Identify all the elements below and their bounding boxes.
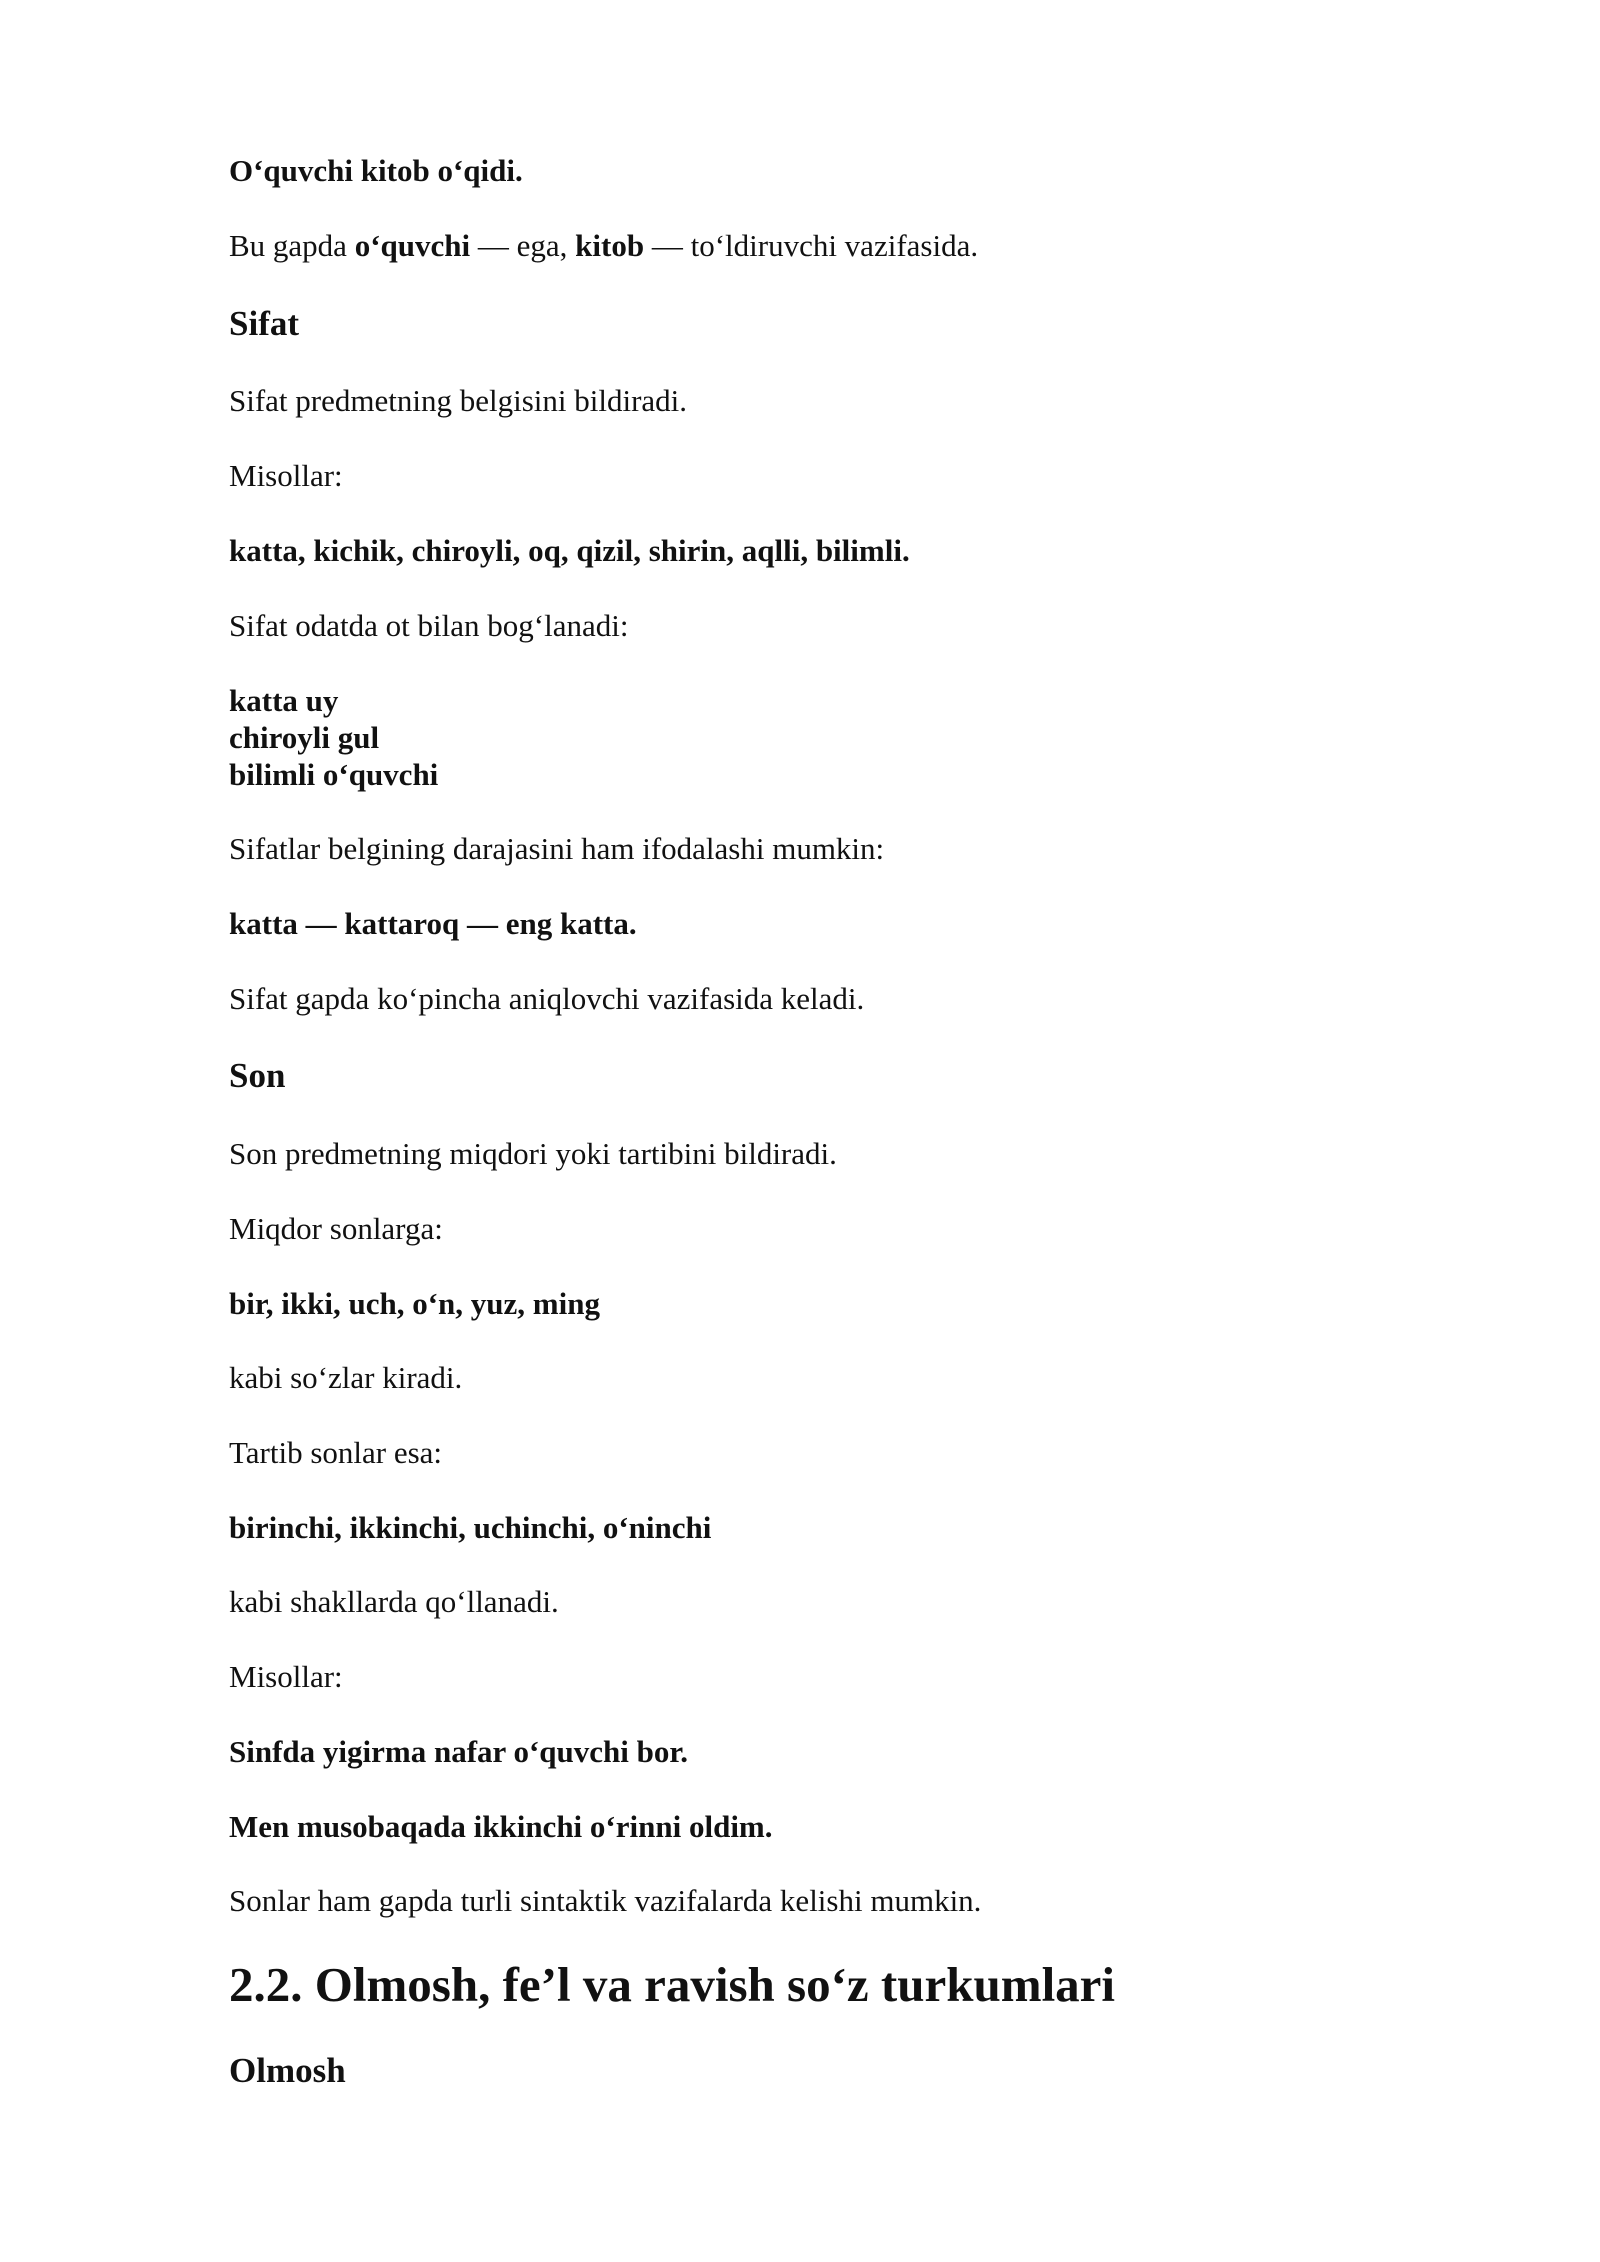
olmosh-heading: Olmosh — [229, 2051, 346, 2090]
explanation-suffix: — to‘ldiruvchi vazifasida. — [644, 228, 979, 263]
son-example-1: Sinfda yigirma nafar o‘quvchi bor. — [229, 1734, 689, 1769]
son-ordinal-label: Tartib sonlar esa: — [229, 1435, 443, 1470]
sifat-phrase: bilimli o‘quvchi — [229, 757, 439, 792]
example-sentence: O‘quvchi kitob o‘qidi. — [229, 153, 523, 188]
son-examples-label: Misollar: — [229, 1659, 343, 1694]
explanation-prefix: Bu gapda — [229, 228, 355, 263]
son-heading: Son — [229, 1056, 286, 1095]
explanation-middle: — ega, — [470, 228, 576, 263]
son-quantity-tail: kabi so‘zlar kiradi. — [229, 1360, 463, 1395]
sifat-examples-label: Misollar: — [229, 458, 343, 493]
son-example-2: Men musobaqada ikkinchi o‘rinni oldim. — [229, 1809, 773, 1844]
son-closing: Sonlar ham gapda turli sintaktik vazifalarda kelishi mumkin. — [229, 1883, 982, 1918]
sifat-function-text: Sifat gapda ko‘pincha aniqlovchi vazifasida keladi. — [229, 981, 865, 1016]
sifat-heading: Sifat — [229, 304, 299, 343]
sifat-degree-text: Sifatlar belgining darajasini ham ifodalashi mumkin: — [229, 831, 885, 866]
sifat-definition: Sifat predmetning belgisini bildiradi. — [229, 383, 688, 418]
son-quantity-examples: bir, ikki, uch, o‘n, yuz, ming — [229, 1286, 600, 1321]
sifat-phrase: katta uy — [229, 683, 339, 718]
son-ordinal-examples: birinchi, ikkinchi, uchinchi, o‘ninchi — [229, 1510, 712, 1545]
son-ordinal-tail: kabi shakllarda qo‘llanadi. — [229, 1584, 559, 1619]
son-definition: Son predmetning miqdori yoki tartibini bildiradi. — [229, 1136, 837, 1171]
explanation-object: kitob — [575, 228, 645, 263]
sifat-phrase: chiroyli gul — [229, 720, 380, 755]
son-quantity-label: Miqdor sonlarga: — [229, 1211, 443, 1246]
example-explanation — [229, 230, 978, 261]
section-title: 2.2. Olmosh, fe’l va ravish so‘z turkumlari — [229, 1957, 1116, 2012]
sifat-degree-example: katta — kattaroq — eng katta. — [229, 906, 637, 941]
sifat-link-text: Sifat odatda ot bilan bog‘lanadi: — [229, 608, 629, 643]
explanation-subject: o‘quvchi — [354, 228, 471, 263]
sifat-examples: katta, kichik, chiroyli, oq, qizil, shirin, aqlli, bilimli. — [229, 533, 910, 568]
